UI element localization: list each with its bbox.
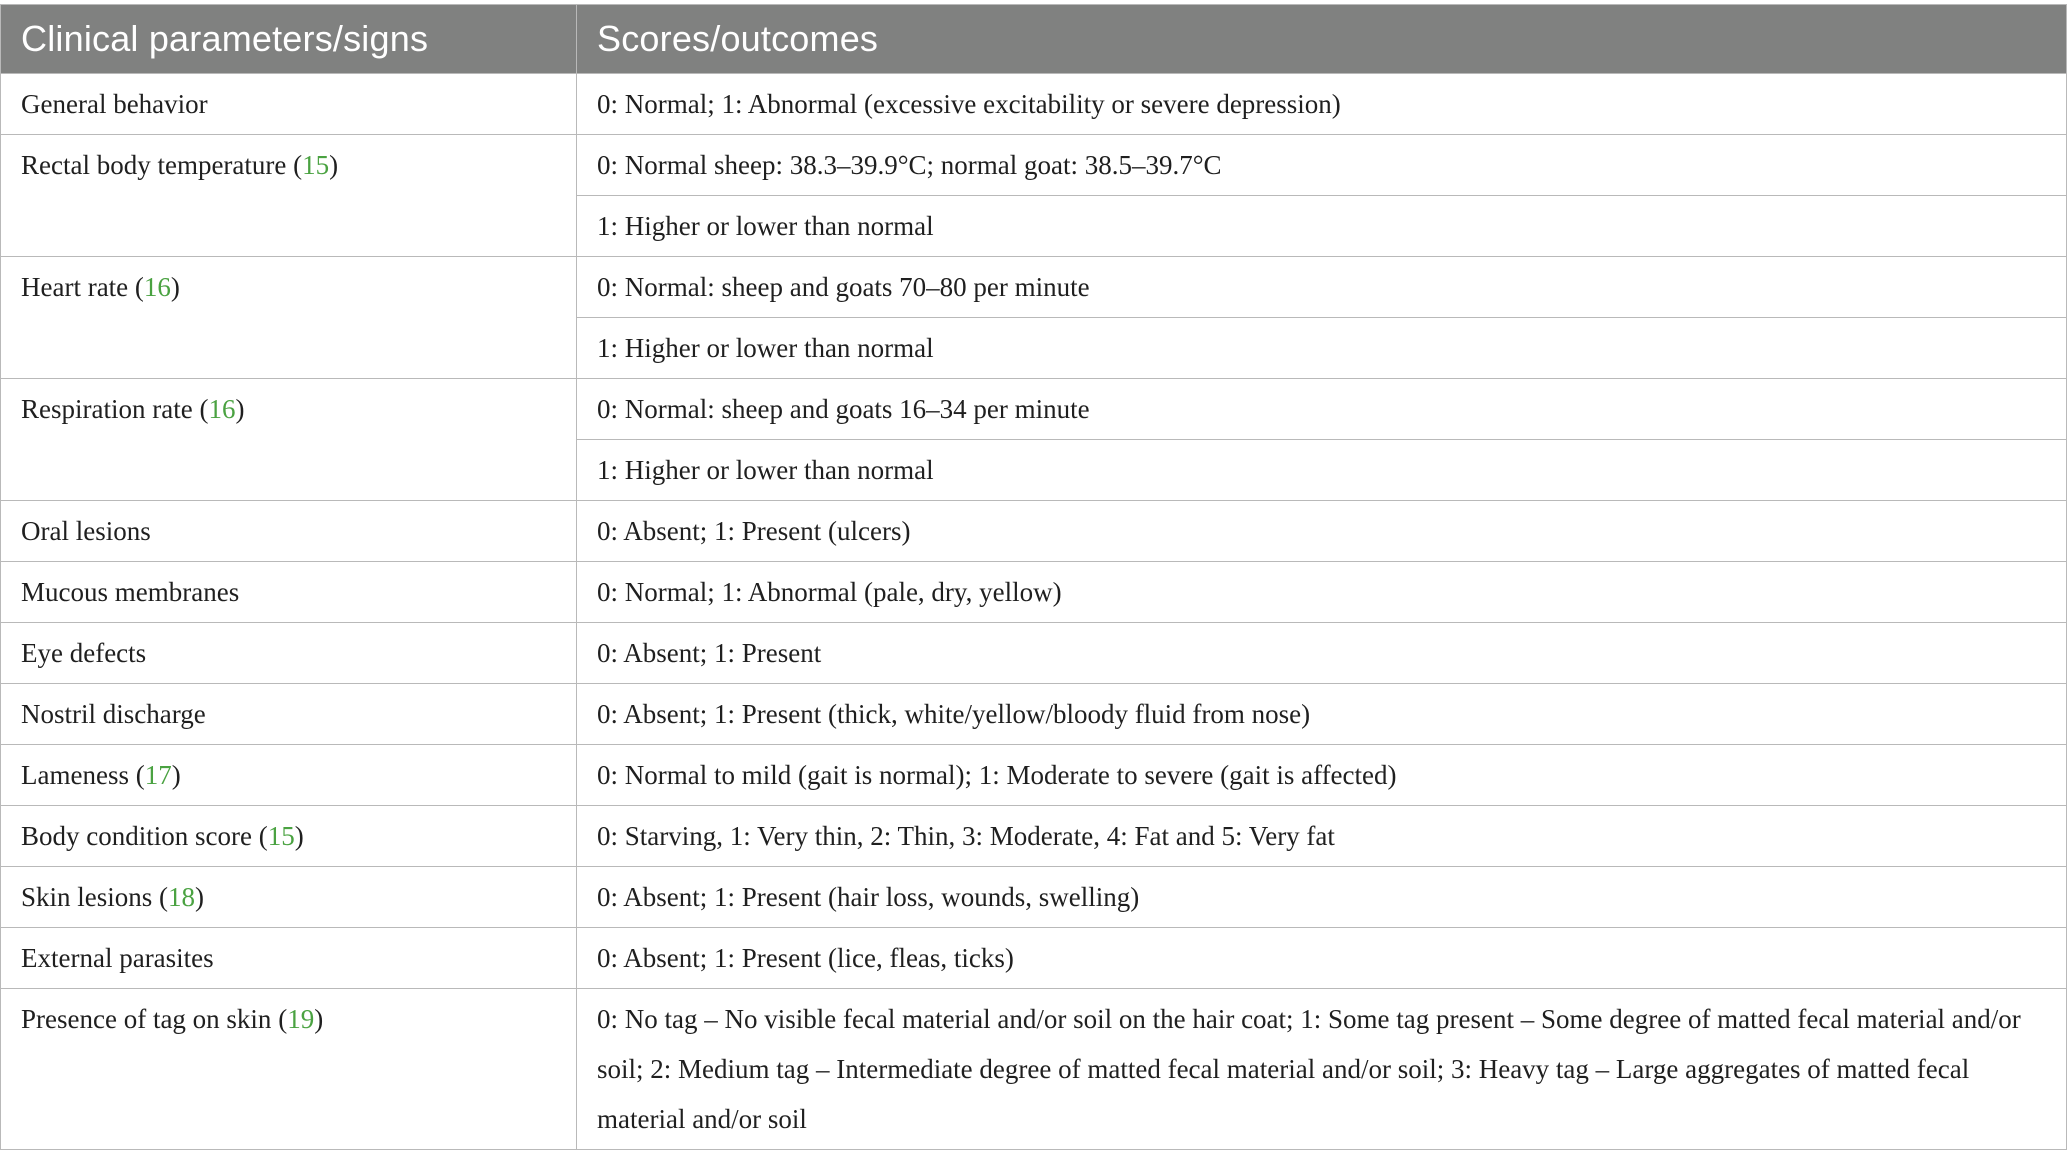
parameter-cell: Respiration rate (16) — [1, 379, 577, 501]
outcome-cell: 0: Absent; 1: Present (thick, white/yellow/bloody fluid from nose) — [577, 684, 2067, 745]
outcome-cell: 0: Normal; 1: Abnormal (pale, dry, yellow) — [577, 562, 2067, 623]
table-row — [1, 867, 2067, 928]
reference-link[interactable]: 17 — [144, 760, 172, 790]
header-row — [1, 5, 2067, 74]
parameter-cell — [1, 74, 577, 135]
table-row — [1, 501, 2067, 562]
reference-link[interactable]: 19 — [287, 1004, 315, 1034]
parameter-name: Oral lesions — [21, 516, 151, 546]
parameter-name: Mucous membranes — [21, 577, 240, 607]
parameter-cell: Body condition score (15) — [1, 806, 577, 867]
reference-link[interactable]: 15 — [302, 150, 330, 180]
table-row — [1, 928, 2067, 989]
table-row — [1, 684, 2067, 745]
outcome-cell: 0: Normal; 1: Abnormal (excessive excitability or severe depression) — [577, 74, 2067, 135]
table-row — [1, 989, 2067, 1150]
table-row — [1, 562, 2067, 623]
parameter-cell: Rectal body temperature (15) — [1, 135, 577, 257]
parameter-cell — [1, 562, 577, 623]
parameter-cell — [1, 928, 577, 989]
outcome-cell: 0: Normal: sheep and goats 16–34 per minute — [577, 379, 2067, 440]
parameter-name: Body condition score — [21, 821, 252, 851]
outcome-cell: 1: Higher or lower than normal — [577, 440, 2067, 501]
header-clinical-parameters: Clinical parameters/signs — [1, 5, 577, 74]
outcome-cell: 0: Normal: sheep and goats 70–80 per minute — [577, 257, 2067, 318]
parameter-name: Skin lesions — [21, 882, 153, 912]
outcome-cell: 0: Starving, 1: Very thin, 2: Thin, 3: Moderate, 4: Fat and 5: Very fat — [577, 806, 2067, 867]
clinical-scoring-table — [0, 4, 2067, 1150]
table-row — [1, 806, 2067, 867]
parameter-name: External parasites — [21, 943, 214, 973]
outcome-cell: 0: Normal to mild (gait is normal); 1: Moderate to severe (gait is affected) — [577, 745, 2067, 806]
parameter-cell: Presence of tag on skin (19) — [1, 989, 577, 1150]
parameter-name: Eye defects — [21, 638, 147, 668]
parameter-name: Rectal body temperature — [21, 150, 287, 180]
table-row — [1, 745, 2067, 806]
reference-link[interactable]: 16 — [143, 272, 171, 302]
parameter-name: Presence of tag on skin — [21, 1004, 272, 1034]
parameter-cell: Lameness (17) — [1, 745, 577, 806]
outcome-cell: 0: Normal sheep: 38.3–39.9°C; normal goat: 38.5–39.7°C — [577, 135, 2067, 196]
table-row — [1, 135, 2067, 196]
parameter-cell: Heart rate (16) — [1, 257, 577, 379]
outcome-cell: 0: No tag – No visible fecal material and/or soil on the hair coat; 1: Some tag present – Some degree of matted fecal material and/or soil; 2: Medium tag – Intermediate degree of matted fecal material and/or soil; 3: Heavy tag – Large aggregates of matted fecal material and/or soil — [577, 989, 2067, 1150]
table-row — [1, 257, 2067, 318]
header-scores-outcomes: Scores/outcomes — [577, 5, 2067, 74]
parameter-cell — [1, 623, 577, 684]
parameter-name: General behavior — [21, 89, 208, 119]
outcome-cell: 1: Higher or lower than normal — [577, 318, 2067, 379]
parameter-cell — [1, 501, 577, 562]
reference-link[interactable]: 18 — [168, 882, 196, 912]
outcome-cell: 1: Higher or lower than normal — [577, 196, 2067, 257]
table-row — [1, 379, 2067, 440]
table-row — [1, 74, 2067, 135]
parameter-name: Heart rate — [21, 272, 129, 302]
parameter-name: Nostril discharge — [21, 699, 206, 729]
outcome-cell: 0: Absent; 1: Present (hair loss, wounds, swelling) — [577, 867, 2067, 928]
table-row — [1, 623, 2067, 684]
parameter-name: Lameness — [21, 760, 129, 790]
reference-link[interactable]: 16 — [208, 394, 236, 424]
parameter-name: Respiration rate — [21, 394, 193, 424]
outcome-cell: 0: Absent; 1: Present (lice, fleas, ticks) — [577, 928, 2067, 989]
parameter-cell — [1, 684, 577, 745]
outcome-cell: 0: Absent; 1: Present (ulcers) — [577, 501, 2067, 562]
outcome-cell: 0: Absent; 1: Present — [577, 623, 2067, 684]
parameter-cell: Skin lesions (18) — [1, 867, 577, 928]
reference-link[interactable]: 15 — [267, 821, 295, 851]
